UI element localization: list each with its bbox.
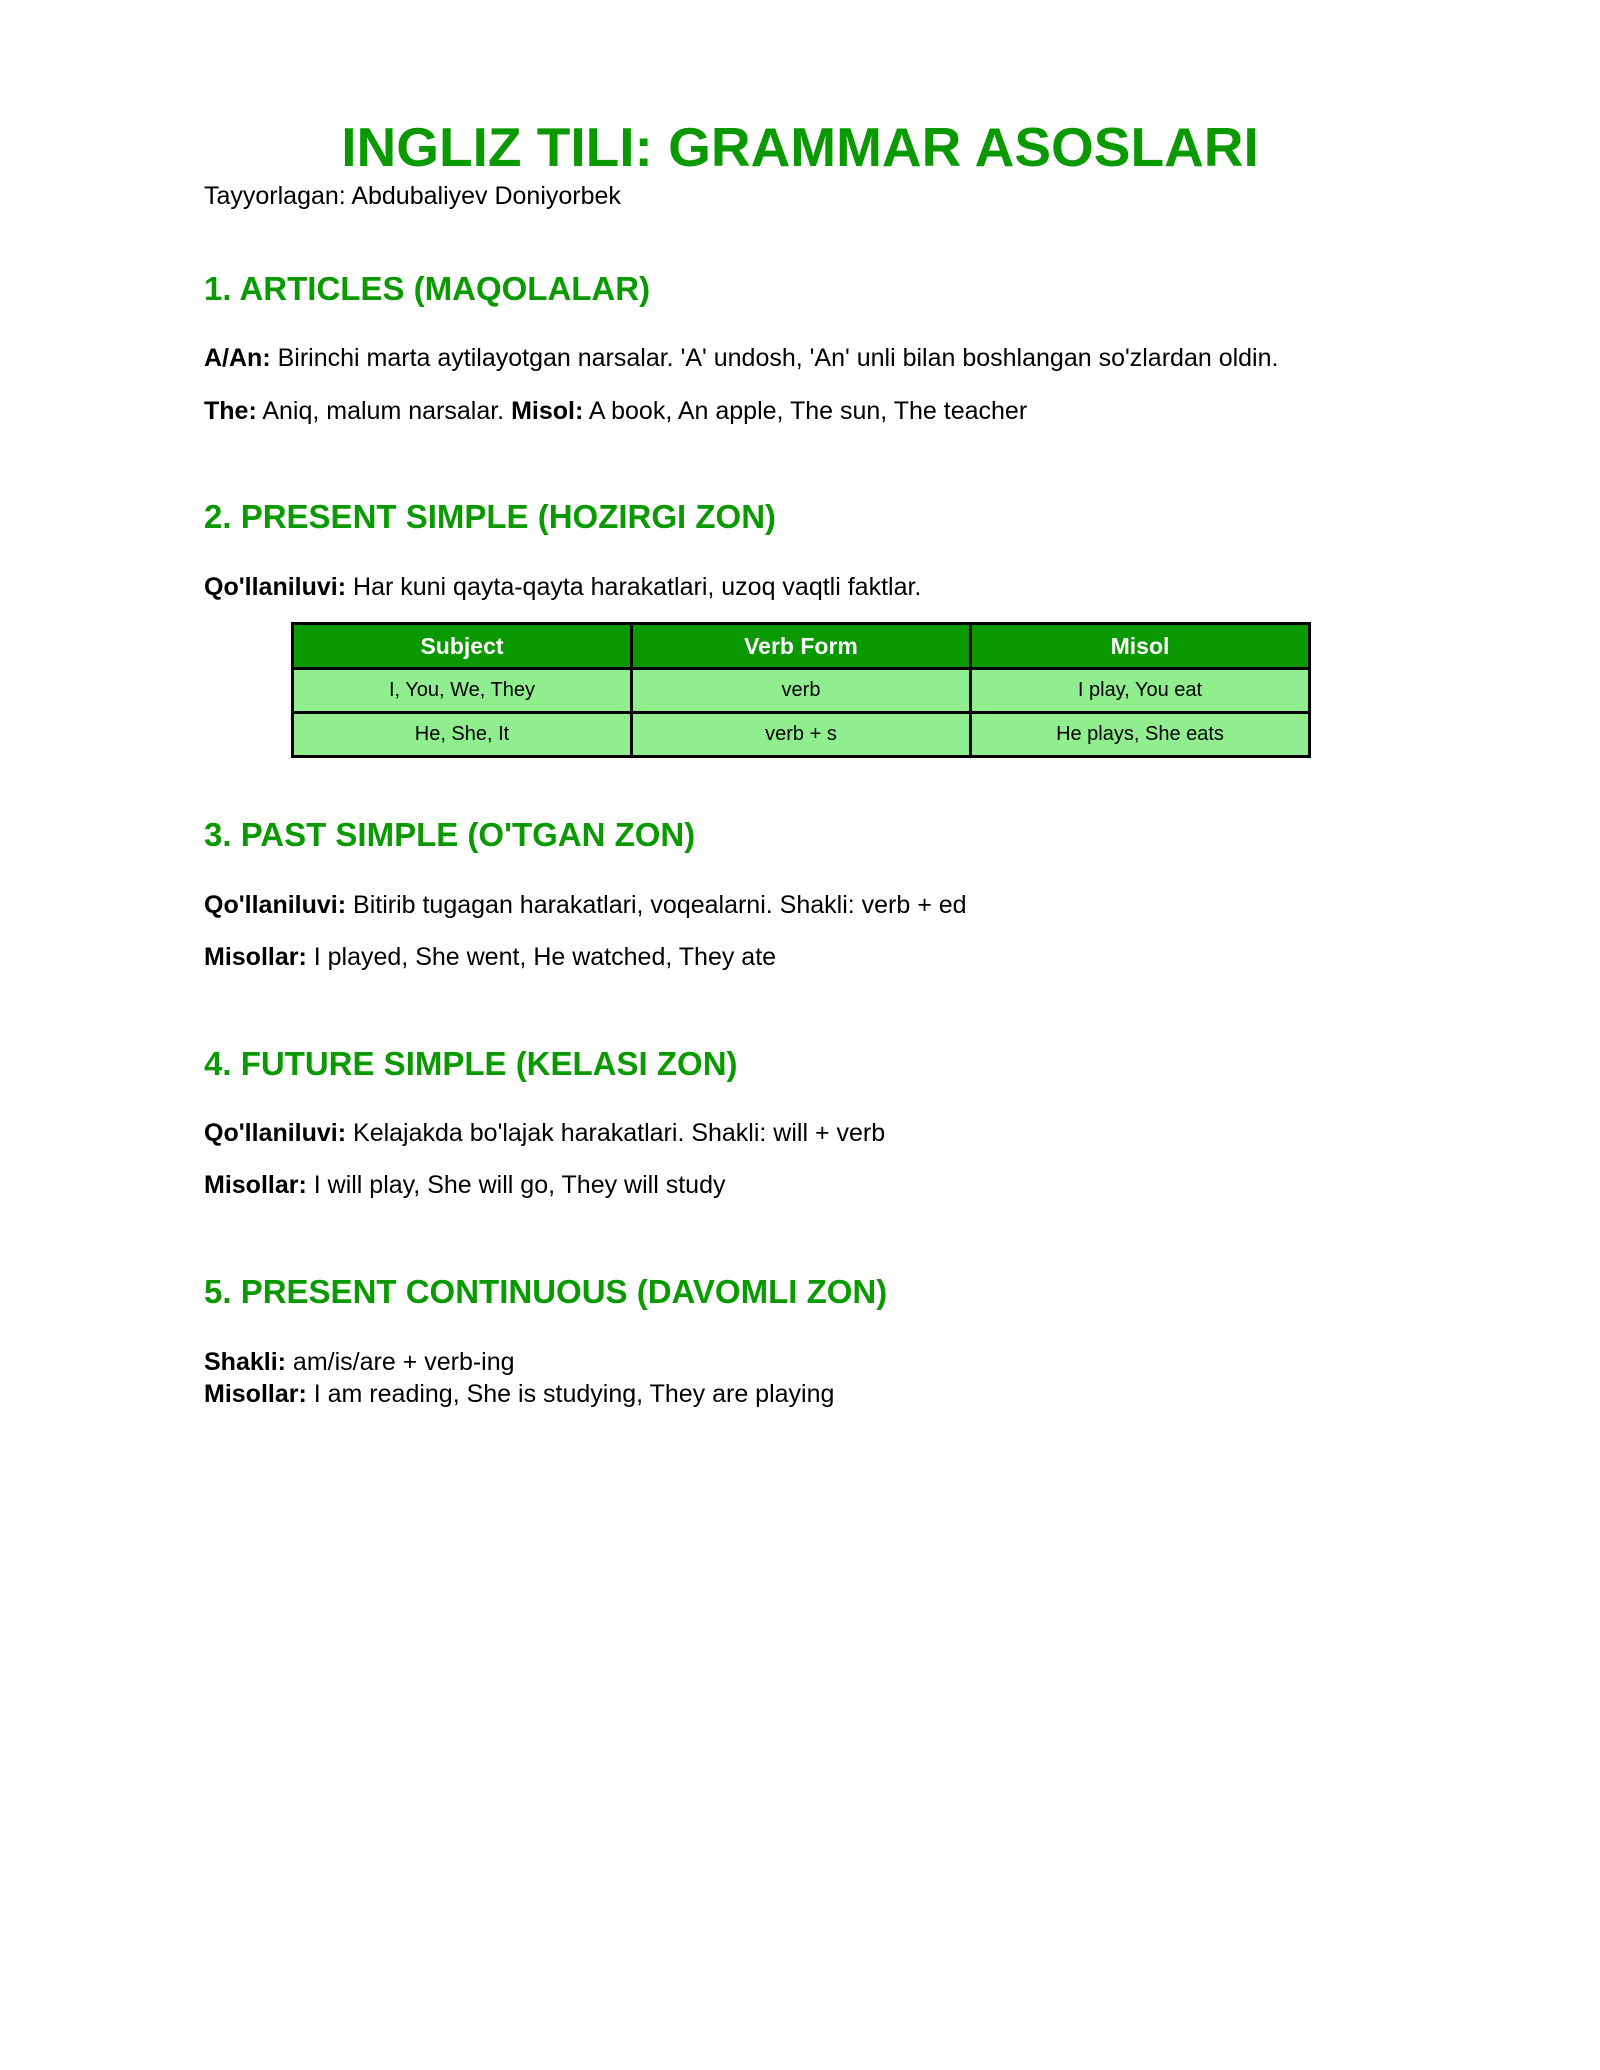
section-heading-present-continuous: 5. PRESENT CONTINUOUS (DAVOMLI ZON) xyxy=(204,1273,888,1310)
section-heading-present-simple: 2. PRESENT SIMPLE (HOZIRGI ZON) xyxy=(204,498,777,535)
paragraph-text: am/is/are + verb-ing xyxy=(285,1348,515,1376)
table-header-cell: Misol xyxy=(971,624,1310,669)
paragraph-label: Misollar: xyxy=(204,943,307,971)
section-heading-articles: 1. ARTICLES (MAQOLALAR) xyxy=(204,270,651,307)
paragraph-text: Har kuni qayta-qayta harakatlari, uzoq vaqtli faktlar. xyxy=(346,573,922,601)
paragraph-text: Birinchi marta aytilayotgan narsalar. 'A' undosh, 'An' unli bilan boshlangan so'zlardan oldin. xyxy=(270,344,1279,372)
table-cell: I play, You eat xyxy=(971,669,1310,713)
paragraph-text: I will play, She will go, They will study xyxy=(306,1171,726,1199)
table-cell: verb + s xyxy=(632,713,971,757)
paragraph-label: Misol: xyxy=(511,397,584,425)
table-header-cell: Verb Form xyxy=(632,624,971,669)
table-cell: I, You, We, They xyxy=(293,669,632,713)
table-row xyxy=(293,669,1310,713)
paragraph-text: A book, An apple, The sun, The teacher xyxy=(583,397,1028,425)
articles-a-an-paragraph xyxy=(204,342,1278,374)
paragraph-label: The: xyxy=(204,397,257,425)
table-header-cell: Subject xyxy=(293,624,632,669)
section-heading-past-simple: 3. PAST SIMPLE (O'TGAN ZON) xyxy=(204,816,696,853)
future-simple-examples-paragraph xyxy=(204,1169,725,1201)
paragraph-text: Aniq, malum narsalar. xyxy=(256,397,512,425)
author-line: Tayyorlagan: Abdubaliyev Doniyorbek xyxy=(204,182,621,210)
paragraph-text: Kelajakda bo'lajak harakatlari. Shakli: will + verb xyxy=(346,1119,886,1147)
present-continuous-examples-paragraph xyxy=(204,1378,834,1410)
paragraph-label: Qo'llaniluvi: xyxy=(204,573,347,601)
paragraph-label: Qo'llaniluvi: xyxy=(204,891,347,919)
paragraph-label: Qo'llaniluvi: xyxy=(204,1119,347,1147)
table-row xyxy=(293,713,1310,757)
paragraph-label: Shakli: xyxy=(204,1348,286,1376)
paragraph-label: Misollar: xyxy=(204,1171,307,1199)
past-simple-usage-paragraph xyxy=(204,889,967,921)
future-simple-usage-paragraph xyxy=(204,1117,885,1149)
present-simple-usage-paragraph xyxy=(204,571,921,603)
document-title: INGLIZ TILI: GRAMMAR ASOSLARI xyxy=(341,116,1259,178)
articles-the-paragraph xyxy=(204,395,1027,427)
section-heading-future-simple: 4. FUTURE SIMPLE (KELASI ZON) xyxy=(204,1045,738,1082)
paragraph-label: Misollar: xyxy=(204,1380,307,1408)
present-continuous-form-paragraph xyxy=(204,1346,515,1378)
table-header-row xyxy=(293,624,1310,669)
table-cell: He plays, She eats xyxy=(971,713,1310,757)
table-cell: He, She, It xyxy=(293,713,632,757)
present-simple-table xyxy=(291,622,1311,758)
paragraph-text: Bitirib tugagan harakatlari, voqealarni. Shakli: verb + ed xyxy=(346,891,967,919)
paragraph-text: I am reading, She is studying, They are playing xyxy=(306,1380,835,1408)
past-simple-examples-paragraph xyxy=(204,941,776,973)
table-cell: verb xyxy=(632,669,971,713)
paragraph-text: I played, She went, He watched, They ate xyxy=(306,943,777,971)
paragraph-label: A/An: xyxy=(204,344,271,372)
